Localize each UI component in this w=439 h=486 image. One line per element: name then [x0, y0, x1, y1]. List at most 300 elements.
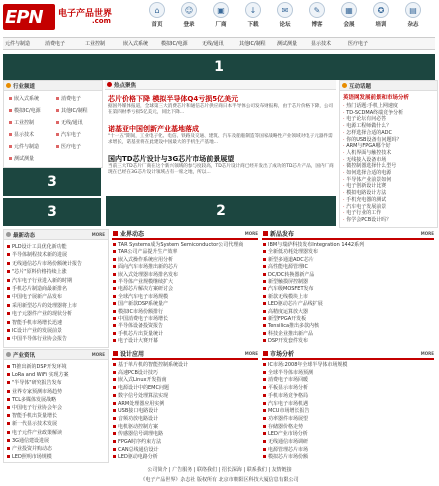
news-link[interactable] [113, 278, 173, 285]
bullet-icon [113, 363, 116, 366]
latest-news-box [3, 229, 109, 348]
channel-link[interactable] [56, 131, 81, 138]
news-link[interactable] [7, 277, 72, 284]
news-link[interactable] [113, 300, 168, 307]
bullet-icon [9, 109, 12, 112]
bullet-icon [7, 365, 10, 368]
more-link[interactable]: MORE [420, 231, 434, 236]
topic-link[interactable] [343, 216, 391, 223]
site-header [0, 0, 439, 36]
news-link[interactable] [7, 293, 62, 300]
news-title: 3G通信建设进展 [12, 437, 50, 444]
more-link[interactable]: MORE [91, 232, 105, 237]
news-title: "芯片"原料价格持续上涨 [12, 269, 67, 276]
news-link[interactable] [263, 430, 308, 437]
news-title: CAN总线通信设计 [118, 446, 159, 453]
channel-link[interactable] [56, 95, 81, 102]
box-title: 行业频道 [13, 84, 36, 90]
bullet-icon [9, 157, 12, 160]
news-link[interactable] [7, 251, 67, 258]
home-icon: ⌂ [149, 2, 165, 18]
topic-label: 电源工程师做什么？ [346, 123, 392, 130]
news-title: 中国电子行业协会年会 [12, 405, 63, 411]
news-title: 新型FPGA开发板 [268, 316, 307, 322]
news-title: 电源管理芯片市场 [268, 446, 309, 453]
news-link[interactable] [263, 361, 347, 368]
news-link[interactable] [7, 445, 52, 452]
bullet-icon: · [343, 123, 345, 130]
news-title: 面向汽车市场推出新的芯片 [118, 264, 179, 271]
channel-link[interactable] [9, 95, 39, 102]
bullet-icon [263, 394, 266, 397]
news-title: IBM与瑞萨科技发布Integration 1442系列 [268, 242, 365, 248]
bullet-icon [263, 402, 266, 405]
bullet-icon [113, 287, 116, 290]
news-link[interactable] [113, 361, 188, 368]
channel-link[interactable] [56, 143, 81, 150]
channel-label: 消费电子 [61, 96, 82, 102]
bullet-icon [7, 304, 10, 307]
bullet-icon [7, 245, 10, 248]
news-link[interactable] [113, 337, 158, 344]
bullet-icon [263, 455, 266, 458]
more-link[interactable]: MORE [244, 351, 258, 356]
bullet-icon [7, 321, 10, 324]
section-title: 市场分析 [270, 351, 295, 358]
category-link[interactable]: 无线/通讯 [202, 41, 224, 47]
news-link[interactable] [263, 322, 319, 329]
category-link[interactable]: 模拟IC/电源 [161, 41, 188, 47]
nav-item-1[interactable] [178, 2, 200, 28]
news-link[interactable] [7, 437, 49, 444]
news-title: 电源芯片解决方案研讨会 [118, 286, 174, 293]
news-title: 中国半导体行业协会报告 [12, 336, 68, 343]
topic-headline[interactable]: 英语网发展前景和市场分析 [343, 95, 410, 101]
news-title: 产业投资并购动态 [12, 446, 53, 452]
category-link[interactable]: 其他IC/制程 [239, 41, 266, 47]
news-link[interactable] [113, 285, 173, 292]
bullet-icon: · [343, 163, 345, 170]
news-title: TI推出新的DSP开发环境 [12, 364, 67, 370]
category-bar [3, 37, 435, 50]
bullet-icon [113, 394, 116, 397]
nav-item-0[interactable] [146, 2, 168, 28]
news-title: 高速PCB设计技巧 [118, 369, 158, 376]
bullet-icon [263, 363, 266, 366]
section-header-market [262, 349, 434, 360]
banner-ad-1[interactable]: 1 [3, 54, 435, 80]
news-link[interactable] [263, 415, 308, 422]
news-link[interactable] [263, 300, 323, 307]
channel-label: 汽车电子 [61, 132, 82, 138]
channel-link[interactable] [56, 107, 88, 114]
bullet-icon [7, 329, 10, 332]
news-link[interactable] [113, 438, 161, 445]
news-link[interactable] [263, 446, 308, 453]
news-link[interactable] [7, 371, 69, 378]
news-link[interactable] [263, 330, 313, 337]
more-link[interactable]: MORE [420, 351, 434, 356]
bullet-icon [7, 447, 10, 450]
top-nav [146, 2, 436, 34]
topic-label: 无线接入设备市场 [346, 156, 387, 163]
nav-item-6[interactable] [338, 2, 360, 28]
news-title: 手机芯片制造商最新排名 [12, 286, 68, 292]
news-link[interactable] [113, 369, 158, 376]
bullet-icon: · [343, 156, 345, 163]
nav-label: 博客 [311, 22, 323, 28]
channel-label: 显示技术 [14, 132, 35, 138]
news-link[interactable] [263, 285, 314, 292]
bullet-icon [7, 398, 10, 401]
paragraph-3: 当前三大TD芯片厂商在这个新兴领域的参与度较高，TD芯片设计商已经开发出了成功的TD芯片产品，国内厂商现在已经在3G芯片设计领域占有一席之地，所以... [108, 164, 334, 175]
news-link[interactable] [113, 263, 178, 270]
bullet-icon: · [343, 183, 345, 190]
news-title: LED驱动芯片产品线扩展 [268, 301, 323, 308]
news-title: DC/DC转换器新产品 [268, 271, 315, 278]
nav-label: 首页 [151, 22, 163, 28]
bullet-icon: · [343, 203, 345, 210]
bullet-icon [263, 409, 266, 412]
factory-icon: ▣ [213, 2, 229, 18]
news-title: 全新低功耗处理器发布 [268, 249, 319, 256]
category-link[interactable]: 元件与制造 [5, 41, 31, 47]
news-link[interactable] [113, 322, 163, 329]
nav-label: 会展 [343, 22, 355, 28]
bullet-icon [7, 295, 10, 298]
news-link[interactable] [7, 327, 62, 334]
bullet-icon: · [343, 103, 345, 109]
news-title: 新型多通道ADC芯片 [268, 256, 314, 263]
channel-label: 其他IC/制程 [61, 108, 88, 114]
category-link[interactable]: 消费电子 [45, 41, 66, 47]
news-title: 音频功放电路设计 [118, 415, 159, 422]
bullet-icon: · [343, 176, 345, 183]
headline-2[interactable]: 诺基亚中国创新产业基地落成 [108, 125, 199, 133]
news-link[interactable] [263, 308, 308, 315]
news-link[interactable] [7, 268, 67, 275]
dot-icon [6, 83, 11, 88]
news-link[interactable] [263, 453, 308, 460]
news-link[interactable] [263, 384, 308, 391]
bullet-icon [113, 273, 116, 276]
news-title: 业界专家预测市场趋势 [12, 388, 63, 395]
category-link[interactable]: 嵌入式系统 [123, 41, 149, 47]
news-link[interactable] [263, 407, 309, 414]
topic-label: ARM与FPGA哪个好 [346, 143, 391, 150]
news-link[interactable] [113, 400, 164, 407]
news-title: 平板显示市场分析 [268, 385, 309, 392]
bullet-icon [113, 455, 116, 458]
bullet-icon [56, 109, 59, 112]
news-link[interactable] [113, 415, 158, 422]
bullet-icon: · [343, 216, 345, 223]
topic-label: 热门话题:手机上网速度 [346, 103, 398, 109]
news-link[interactable] [113, 308, 163, 315]
news-link[interactable] [113, 430, 163, 437]
bullet-icon [113, 339, 116, 342]
bullet-icon [7, 439, 10, 442]
news-link[interactable] [263, 337, 308, 344]
forum-icon: ✉ [277, 2, 293, 18]
channel-link[interactable] [9, 107, 41, 114]
news-link[interactable] [113, 376, 166, 383]
news-link[interactable] [7, 404, 62, 411]
topic-label: 如何选择合适的电源 [346, 170, 392, 176]
news-link[interactable] [7, 310, 72, 317]
more-link[interactable]: MORE [244, 231, 258, 236]
news-link[interactable] [263, 438, 308, 445]
news-title: "半导体"研究报告发布 [12, 380, 62, 387]
topic-label: TD-SCDMA终端竞争分析 [346, 109, 404, 116]
news-title: LED驱动电路分析 [118, 454, 158, 461]
news-title: 全球汽车电子市场规模 [118, 293, 169, 300]
section-header-design [112, 349, 258, 360]
news-link[interactable] [7, 319, 62, 326]
bullet-icon: · [343, 116, 345, 123]
news-link[interactable] [113, 423, 158, 430]
bullet-icon [113, 243, 116, 246]
news-link[interactable] [7, 429, 62, 436]
bullet-icon [56, 121, 59, 124]
bullet-icon [9, 121, 12, 124]
news-link[interactable] [113, 256, 173, 263]
banner-ad-2[interactable]: 2 [106, 196, 336, 226]
bullet-icon [263, 432, 266, 435]
training-icon: ✪ [373, 2, 389, 18]
industry-info-box [3, 349, 109, 463]
box-title: 互动话题 [349, 84, 372, 90]
bullet-icon [263, 371, 266, 374]
news-title: 无线通信市场调研 [268, 439, 309, 445]
news-title: Tensilica推出多款内核 [268, 323, 320, 330]
footer [0, 466, 439, 483]
bullet-icon [263, 386, 266, 389]
news-link[interactable] [7, 243, 67, 250]
news-link[interactable] [113, 315, 168, 322]
nav-label: 杂志 [407, 22, 419, 28]
news-title: 国产新款DSP系统量产 [118, 301, 169, 308]
bullet-icon [7, 337, 10, 340]
bullet-icon [113, 280, 116, 283]
section-header-new-products [262, 229, 434, 240]
news-title: 手机芯片出货量统计 [118, 330, 164, 337]
dot-icon [6, 232, 11, 237]
footer-links[interactable]: 公司简介 | 广告服务 | 联络我们 | 招长深海 | 联系我们 | 友情链接 [147, 467, 292, 473]
paragraph-2: "十一五"期间，工业电子化、电信、铁路及交通、建筑、汽车及船舶制造等国家战略性产业领域对电子元器件需求增长，诺基亚将在此建设中国最大的手机生产基地... [108, 134, 333, 145]
bullet-icon [263, 287, 266, 290]
news-link[interactable] [7, 335, 67, 342]
headline-3[interactable]: 国内TD芯片设计与3G芯片市场前景展望 [108, 155, 235, 163]
news-title: 采用新型芯片的处理器将上市 [12, 302, 78, 309]
category-link[interactable]: 医疗电子 [348, 41, 369, 47]
topic-label: 半导体产业前景如何 [346, 176, 392, 183]
nav-label: 登录 [183, 22, 195, 28]
news-link[interactable] [7, 260, 82, 267]
news-title: 存储器价格走势 [268, 423, 304, 430]
bullet-icon [113, 265, 116, 268]
bullet-icon [263, 417, 266, 420]
blog-icon: ✎ [309, 2, 325, 18]
bullet-icon [263, 324, 266, 327]
news-link[interactable] [113, 248, 178, 255]
bullet-icon [263, 425, 266, 428]
news-link[interactable] [263, 400, 308, 407]
topic-label: 人机界面与触控技术 [346, 149, 392, 156]
section-icon [113, 231, 118, 236]
bullet-icon [263, 280, 266, 283]
news-link[interactable] [113, 407, 158, 414]
bullet-icon [113, 371, 116, 374]
channel-label: 医疗电子 [61, 144, 82, 150]
news-title: 中国消费电子市场增长 [118, 316, 169, 322]
bullet-icon [113, 409, 116, 412]
news-link[interactable] [113, 293, 168, 300]
topic-label: 电子行业的工作 [346, 210, 382, 217]
news-link[interactable] [113, 241, 243, 248]
news-title: LED产业市场分析 [268, 431, 308, 438]
banner-ad-3a[interactable]: 3 [3, 168, 101, 196]
news-link[interactable] [7, 363, 67, 370]
nav-item-5[interactable] [306, 2, 328, 28]
news-title: 汽车电子行业进入新的时期 [12, 277, 73, 284]
news-link[interactable] [7, 396, 56, 403]
box-title: 产业资讯 [13, 353, 36, 359]
bullet-icon [263, 339, 266, 342]
news-title: 高精度运算放大器 [268, 308, 309, 315]
news-title: MCU市场增长报告 [268, 408, 310, 415]
box-title: 最新动态 [13, 233, 36, 239]
topic-label: 微控制器选择什么型号 [346, 163, 397, 170]
bullet-icon [9, 133, 12, 136]
channel-link[interactable] [9, 143, 39, 150]
category-link[interactable]: 工业控制 [85, 41, 106, 47]
news-link[interactable] [263, 271, 314, 278]
bullet-icon [113, 295, 116, 298]
bullet-icon [263, 295, 266, 298]
bullet-icon [113, 386, 116, 389]
channel-label: 测试测量 [14, 156, 35, 162]
nav-item-2[interactable] [210, 2, 232, 28]
news-link[interactable] [263, 263, 308, 270]
bullet-icon [113, 258, 116, 261]
magazine-icon: ▤ [405, 2, 421, 18]
news-link[interactable] [7, 420, 57, 427]
news-link[interactable] [113, 392, 168, 399]
news-link[interactable] [263, 256, 314, 263]
box-title: 热点聚焦 [114, 83, 137, 89]
category-link[interactable]: 显示技术 [311, 41, 332, 47]
channel-link[interactable] [9, 119, 34, 126]
category-link[interactable]: 测试测量 [277, 41, 298, 47]
news-link[interactable] [7, 285, 67, 292]
news-link[interactable] [7, 379, 62, 386]
bullet-icon [263, 317, 266, 320]
bullet-icon [113, 425, 116, 428]
news-title: 高性能电源管理IC [268, 264, 308, 271]
news-link[interactable] [263, 369, 313, 376]
bullet-icon [263, 265, 266, 268]
news-link[interactable] [7, 388, 62, 395]
news-title: 半导体产业规模继续扩大 [118, 279, 174, 285]
bullet-icon [263, 448, 266, 451]
bullet-icon: · [343, 129, 345, 136]
news-link[interactable] [113, 271, 178, 278]
nav-item-8[interactable] [402, 2, 424, 28]
bullet-icon [7, 312, 10, 315]
banner-ad-3b[interactable]: 3 [3, 198, 101, 226]
news-link[interactable] [263, 315, 306, 322]
site-domain: .com [92, 17, 111, 25]
news-link[interactable] [263, 376, 308, 383]
news-title: 中国电子展新产品发布 [12, 294, 63, 301]
topic-label: 电子论坛有问必答 [346, 116, 387, 123]
channel-label: 无线/通讯 [61, 120, 83, 126]
nav-item-7[interactable] [370, 2, 392, 28]
news-link[interactable] [263, 392, 308, 399]
nav-item-4[interactable] [274, 2, 296, 28]
news-link[interactable] [113, 384, 169, 391]
bullet-icon [7, 390, 10, 393]
nav-item-3[interactable] [242, 2, 264, 28]
news-link[interactable] [263, 248, 318, 255]
topic-label: 手机充电器的测试 [346, 196, 387, 203]
news-link[interactable] [7, 453, 52, 460]
more-link[interactable]: MORE [91, 352, 105, 357]
news-title: 功率器件市场展望 [268, 415, 309, 422]
news-link[interactable] [113, 446, 159, 453]
channel-label: 元件与制造 [14, 144, 40, 150]
news-title: 新型触摸屏控制器 [268, 279, 309, 285]
news-title: LoRa and WiFi 实现方案 [12, 372, 69, 379]
bullet-icon [7, 431, 10, 434]
news-title: IC市场:2008年全球半导体市场规模 [268, 362, 348, 368]
bullet-icon [113, 324, 116, 327]
news-link[interactable] [263, 293, 308, 300]
channel-link[interactable] [56, 119, 83, 126]
bullet-icon [263, 440, 266, 443]
channel-link[interactable] [9, 155, 34, 162]
site-logo[interactable] [3, 4, 55, 30]
news-link[interactable] [263, 241, 364, 248]
news-link[interactable] [113, 330, 163, 337]
news-title: 电机驱动控制方案 [118, 423, 159, 430]
channel-label: 模拟IC/电源 [14, 108, 41, 114]
news-link[interactable] [263, 423, 303, 430]
bullet-icon [263, 273, 266, 276]
bullet-icon: · [343, 109, 345, 116]
news-link[interactable] [263, 278, 308, 285]
bullet-icon [9, 145, 12, 148]
news-link[interactable] [7, 302, 77, 309]
section-title: 业界动态 [120, 231, 145, 238]
news-title: 电子元器件产业的现状分析 [12, 311, 73, 318]
nav-label: 论坛 [279, 22, 291, 28]
bullet-icon [263, 378, 266, 381]
news-link[interactable] [113, 453, 158, 460]
bullet-icon [7, 381, 10, 384]
channel-link[interactable] [9, 131, 34, 138]
news-title: FPGA时序约束方法 [118, 439, 162, 445]
news-title: 嵌入式处理器市场排名发布 [118, 271, 179, 278]
bullet-icon: · [343, 136, 345, 143]
news-link[interactable] [7, 412, 57, 419]
bullet-icon [113, 440, 116, 443]
news-title: 汽车级MOSFET发布 [268, 286, 314, 293]
topic-label: 你学会PCB设计吗？ [346, 216, 392, 223]
news-title: 智能手机市场增长迅速 [12, 319, 63, 326]
headline-1[interactable]: 芯片价格下降 模拟半导体Q4亏损5亿美元 [108, 95, 239, 103]
